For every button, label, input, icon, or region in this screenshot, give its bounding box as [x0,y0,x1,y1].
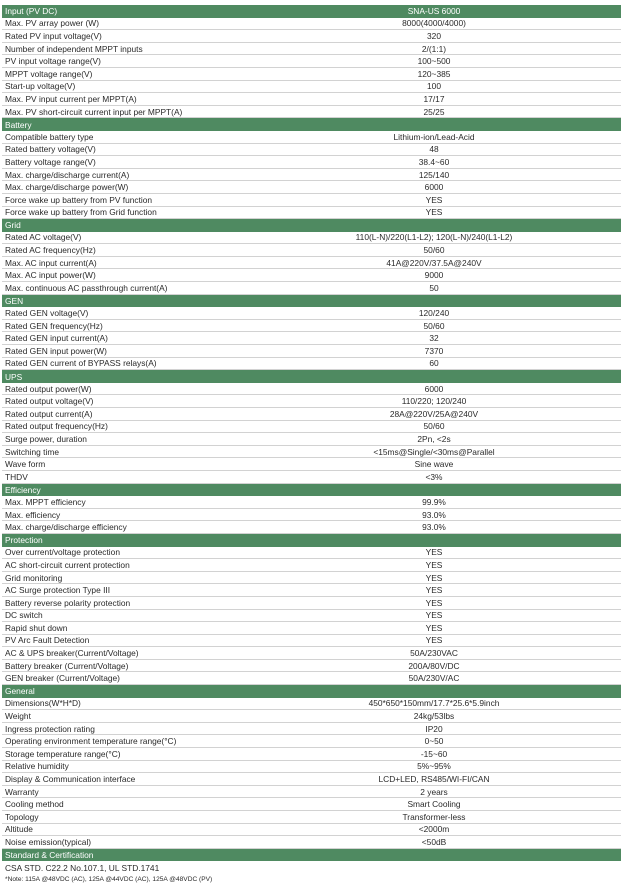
spec-label: Rated AC frequency(Hz) [5,245,96,256]
section-header-general [2,685,621,698]
spec-row [2,408,621,421]
spec-row [2,458,621,471]
spec-label: Grid monitoring [5,572,63,583]
spec-label: Battery voltage range(V) [5,156,96,167]
spec-value: 48 [429,144,439,155]
section-title: General [5,686,35,697]
spec-row [2,723,621,736]
spec-value: YES [425,547,443,558]
section-title: GEN [5,295,24,306]
spec-label: DC switch [5,610,43,621]
spec-value: YES [425,194,443,205]
spec-row [2,156,621,169]
spec-label: Rated output power(W) [5,383,92,394]
section-header-value: SNA-US 6000 [407,6,461,17]
spec-label: Rapid shut down [5,622,68,633]
spec-value: 50 [429,282,439,293]
spec-row [2,169,621,182]
spec-label: Compatible battery type [5,131,94,142]
spec-row [2,559,621,572]
spec-row [2,824,621,837]
spec-row [2,358,621,371]
spec-row [2,698,621,711]
spec-label: Operating environment temperature range(°C) [5,736,177,747]
section-header-efficiency [2,484,621,497]
spec-label: Rated AC voltage(V) [5,232,82,243]
spec-row [2,194,621,207]
spec-row [2,282,621,295]
spec-label: Ingress protection rating [5,723,95,734]
spec-label: Rated output current(A) [5,408,93,419]
spec-value: 2 years [420,786,448,797]
spec-row [2,735,621,748]
spec-value: 125/140 [418,169,450,180]
spec-row [2,446,621,459]
spec-row [2,786,621,799]
spec-value: 120~385 [417,68,451,79]
spec-label: AC & UPS breaker(Current/Voltage) [5,648,139,659]
spec-label: Rated GEN input power(W) [5,345,107,356]
spec-value: YES [425,207,443,218]
spec-label: Max. PV input current per MPPT(A) [5,93,137,104]
spec-label: Warranty [5,786,39,797]
spec-row [2,81,621,94]
spec-value: <2000m [418,824,450,835]
spec-value: 450*650*150mm/17.7*25.6*5.9inch [368,698,500,709]
spec-sections [2,5,621,849]
spec-row [2,55,621,68]
spec-label: Start-up voltage(V) [5,81,76,92]
spec-value: 120/240 [418,308,450,319]
section-header-grid [2,219,621,232]
section-header-ups [2,370,621,383]
spec-value: YES [425,622,443,633]
spec-row [2,30,621,43]
spec-label: Rated GEN current of BYPASS relays(A) [5,358,157,369]
spec-label: PV Arc Fault Detection [5,635,90,646]
spec-row [2,572,621,585]
spec-label: Max. charge/discharge efficiency [5,522,127,533]
spec-label: Max. PV short-circuit current input per MPPT(A) [5,106,183,117]
spec-value: YES [425,572,443,583]
spec-row [2,496,621,509]
spec-row [2,761,621,774]
spec-value: 32 [429,333,439,344]
spec-value: 50/60 [423,421,445,432]
spec-value: YES [425,635,443,646]
spec-row [2,332,621,345]
spec-row [2,773,621,786]
section-title: Protection [5,535,43,546]
spec-label: Weight [5,711,31,722]
spec-value: 60 [429,358,439,369]
spec-value: 93.0% [422,522,446,533]
spec-label: Topology [5,811,39,822]
section-header-battery [2,118,621,131]
spec-label: Force wake up battery from Grid function [5,207,157,218]
spec-label: Number of independent MPPT inputs [5,43,143,54]
spec-row [2,748,621,761]
spec-label: Max. PV array power (W) [5,18,100,29]
section-title: Grid [5,220,21,231]
spec-label: Dimensions(W*H*D) [5,698,81,709]
spec-row [2,320,621,333]
spec-value: 100~500 [417,56,451,67]
spec-value: 41A@220V/37.5A@240V [386,257,482,268]
spec-value: Smart Cooling [407,799,461,810]
spec-value: IP20 [425,723,443,734]
section-title: Input (PV DC) [5,6,58,17]
spec-row [2,798,621,811]
spec-row [2,18,621,31]
spec-value: 93.0% [422,509,446,520]
spec-value: 6000 [424,383,444,394]
spec-row [2,710,621,723]
spec-row [2,597,621,610]
spec-row [2,647,621,660]
spec-label: Max. charge/discharge current(A) [5,169,130,180]
spec-row [2,207,621,220]
spec-label: Noise emission(typical) [5,836,92,847]
spec-value: 25/25 [423,106,445,117]
spec-row [2,622,621,635]
spec-label: Max. AC input power(W) [5,270,96,281]
spec-value: 0~50 [424,736,444,747]
spec-label: AC Surge protection Type III [5,585,111,596]
spec-value: 110/220; 120/240 [401,396,467,407]
section-header-input-pv-dc [2,5,621,18]
spec-label: Wave form [5,459,46,470]
spec-label: Max. efficiency [5,509,61,520]
spec-value: YES [425,559,443,570]
spec-value: 24kg/53lbs [413,711,455,722]
spec-label: Rated battery voltage(V) [5,144,96,155]
section-header-protection [2,534,621,547]
section-header-certification [2,849,621,862]
spec-label: Rated output voltage(V) [5,396,94,407]
spec-value: Lithium-ion/Lead-Acid [393,131,475,142]
spec-label: Altitude [5,824,33,835]
spec-value: 50/60 [423,320,445,331]
spec-value: <3% [425,471,443,482]
spec-row [2,547,621,560]
spec-value: <50dB [421,836,447,847]
spec-value: Transformer-less [402,811,466,822]
spec-row [2,509,621,522]
spec-row [2,131,621,144]
spec-row [2,269,621,282]
spec-value: 2/(1:1) [421,43,447,54]
spec-row [2,144,621,157]
spec-label: Rated output frequency(Hz) [5,421,108,432]
spec-value: <15ms@Single/<30ms@Parallel [373,446,495,457]
spec-row [2,672,621,685]
spec-value: LCD+LED, RS485/WI-FI/CAN [378,774,490,785]
spec-row [2,181,621,194]
spec-label: AC short-circuit current protection [5,559,130,570]
spec-label: Surge power, duration [5,433,87,444]
section-title: Standard & Certification [5,850,94,861]
spec-label: THDV [5,471,28,482]
certification-text: CSA STD. C22.2 No.107.1, UL STD.1741 [5,862,160,873]
footnote: *Note: 115A @48VDC (AC), 125A @44VDC (AC), 125A @48VDC (PV) [5,876,213,884]
spec-row [2,106,621,119]
spec-label: Over current/voltage protection [5,547,120,558]
spec-value: 5%~95% [417,761,451,772]
spec-value: YES [425,597,443,608]
section-title: Efficiency [5,484,41,495]
spec-row [2,383,621,396]
spec-row [2,610,621,623]
spec-value: YES [425,610,443,621]
spec-value: 38.4~60 [418,156,450,167]
spec-label: Rated PV input voltage(V) [5,30,102,41]
spec-row [2,307,621,320]
spec-label: Storage temperature range(°C) [5,748,121,759]
spec-label: Cooling method [5,799,64,810]
spec-row [2,836,621,849]
spec-row [2,584,621,597]
spec-label: Max. continuous AC passthrough current(A) [5,282,168,293]
spec-value: 110(L-N)/220(L1-L2); 120(L-N)/240(L1-L2) [355,232,513,243]
spec-row [2,232,621,245]
spec-row [2,93,621,106]
spec-row [2,635,621,648]
spec-value: 50A/230VAC [410,648,458,659]
spec-row [2,345,621,358]
spec-row [2,244,621,257]
spec-value: 2Pn, <2s [417,433,451,444]
spec-sheet [2,5,621,886]
spec-value: 50A/230V/AC [408,673,460,684]
spec-value: 320 [427,30,441,41]
spec-label: GEN breaker (Current/Voltage) [5,673,120,684]
spec-value: 99.9% [422,496,446,507]
spec-row [2,433,621,446]
spec-value: YES [425,585,443,596]
spec-row [2,43,621,56]
spec-value: 8000(4000/4000) [402,18,466,29]
spec-label: Battery reverse polarity protection [5,597,131,608]
spec-row [2,68,621,81]
section-title: Battery [5,119,32,130]
spec-value: 9000 [424,270,444,281]
spec-value: -15~60 [420,748,448,759]
spec-label: PV input voltage range(V) [5,56,101,67]
spec-label: Force wake up battery from PV function [5,194,153,205]
spec-label: Rated GEN input current(A) [5,333,108,344]
spec-row [2,521,621,534]
spec-label: Battery breaker (Current/Voltage) [5,660,129,671]
spec-value: 50/60 [423,245,445,256]
spec-label: Relative humidity [5,761,69,772]
spec-value: 28A@220V/25A@240V [389,408,479,419]
spec-value: Sine wave [414,459,454,470]
spec-row [2,660,621,673]
spec-label: Max. charge/discharge power(W) [5,182,129,193]
section-header-gen [2,295,621,308]
section-title: UPS [5,371,23,382]
spec-label: Max. AC input current(A) [5,257,97,268]
spec-value: 17/17 [423,93,445,104]
spec-label: Rated GEN voltage(V) [5,308,89,319]
spec-label: Display & Communication interface [5,774,136,785]
spec-row [2,811,621,824]
spec-label: Max. MPPT efficiency [5,496,86,507]
spec-label: Switching time [5,446,59,457]
spec-label: MPPT voltage range(V) [5,68,93,79]
spec-value: 6000 [424,182,444,193]
spec-value: 200A/80V/DC [408,660,460,671]
spec-row [2,471,621,484]
spec-value: 7370 [424,345,444,356]
spec-label: Rated GEN frequency(Hz) [5,320,103,331]
spec-row [2,395,621,408]
certification-row [2,861,621,874]
spec-row [2,421,621,434]
spec-row [2,257,621,270]
spec-value: 100 [427,81,441,92]
